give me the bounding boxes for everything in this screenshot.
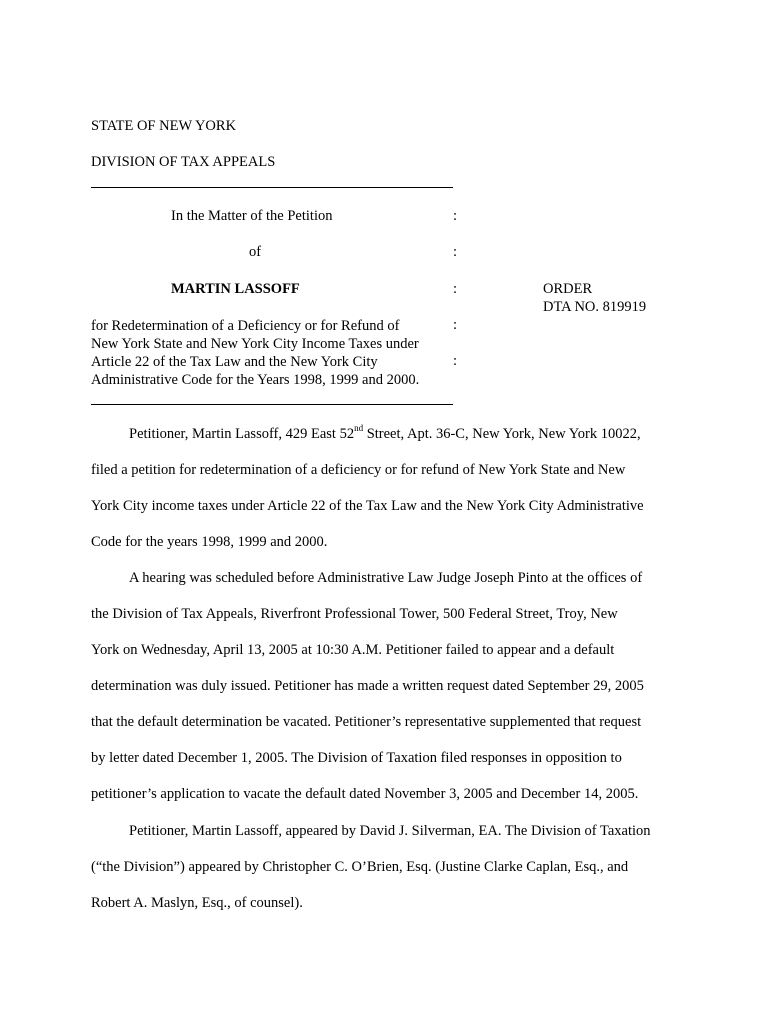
state-heading: STATE OF NEW YORK [91,118,237,134]
para2-line7: petitioner’s application to vacate the default dated November 3, 2005 and December 14, 2005. [91,786,639,802]
caption-colon-3: : [453,281,458,297]
para1-line4: Code for the years 1998, 1999 and 2000. [91,534,328,550]
para1-line1 [129,423,641,443]
ordinal-suffix: nd [354,423,364,434]
para2-line4: determination was duly issued. Petitioner has made a written request dated September 29, 2005 [91,678,644,694]
para1-text: Street, Apt. 36-C, New York, New York 10022, [363,426,641,442]
caption-description-line: New York State and New York City Income Taxes under [91,336,419,352]
para2-line2: the Division of Tax Appeals, Riverfront Professional Tower, 500 Federal Street, Troy, New [91,606,618,622]
para1-line3: York City income taxes under Article 22 of the Tax Law and the New York City Administrative [91,498,644,514]
matter-line: In the Matter of the Petition [171,208,333,224]
petitioner-name: MARTIN LASSOFF [171,281,300,297]
para2-line5: that the default determination be vacated. Petitioner’s representative supplemented that request [91,714,642,730]
caption-top-rule [91,187,453,188]
caption-colon-1: : [453,208,458,224]
caption-colon-4: : [453,317,458,333]
para2-line1: A hearing was scheduled before Administrative Law Judge Joseph Pinto at the offices of [129,570,643,586]
caption-description-line: Article 22 of the Tax Law and the New York City [91,354,378,370]
caption-bottom-rule [91,404,453,405]
dta-number: DTA NO. 819919 [543,299,647,315]
caption-description-line: for Redetermination of a Deficiency or for Refund of [91,318,400,334]
caption-colon-2: : [453,244,458,260]
para3-line1: Petitioner, Martin Lassoff, appeared by David J. Silverman, EA. The Division of Taxation [129,823,651,839]
para2-line3: York on Wednesday, April 13, 2005 at 10:30 A.M. Petitioner failed to appear and a default [91,642,615,658]
order-title: ORDER [543,281,593,297]
caption-colon-5: : [453,353,458,369]
para1-line2: filed a petition for redetermination of a deficiency or for refund of New York State and New [91,462,626,478]
division-heading: DIVISION OF TAX APPEALS [91,154,276,170]
of-line: of [249,244,262,260]
para2-line6: by letter dated December 1, 2005. The Division of Taxation filed responses in opposition to [91,750,622,766]
para3-line3: Robert A. Maslyn, Esq., of counsel). [91,895,303,911]
para1-text: Petitioner, Martin Lassoff, 429 East 52 [129,426,355,442]
caption-description-line: Administrative Code for the Years 1998, 1999 and 2000. [91,372,420,388]
para3-line2: (“the Division”) appeared by Christopher C. O’Brien, Esq. (Justine Clarke Caplan, Esq., and [91,859,629,875]
caption-description [91,317,419,389]
